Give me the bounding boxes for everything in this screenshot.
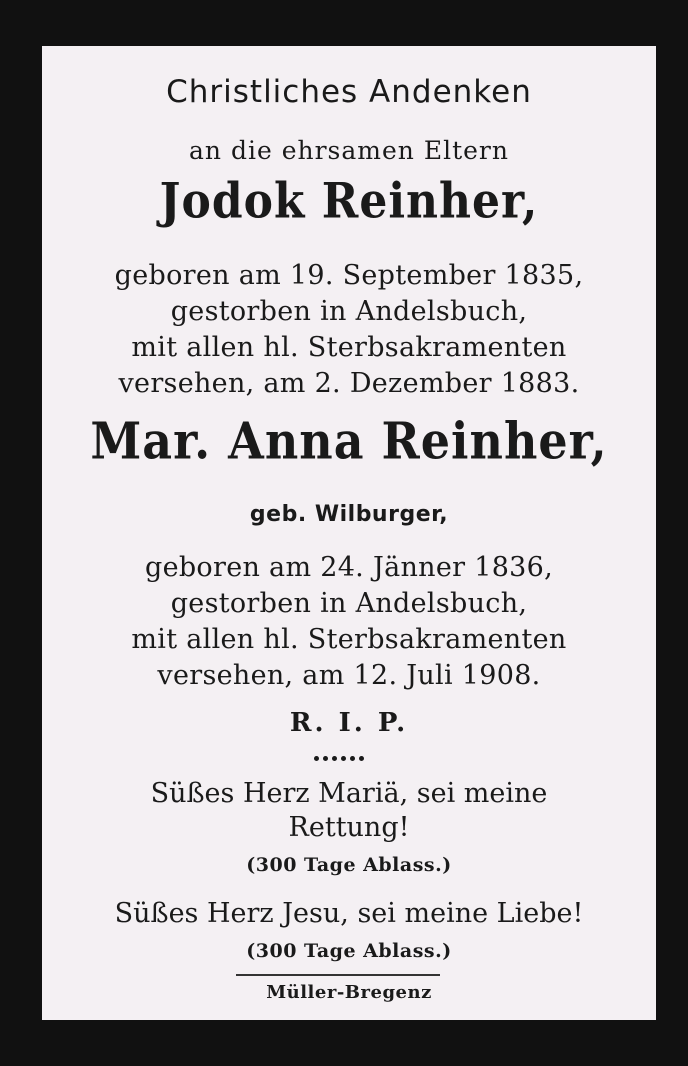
person2-provided: versehen, am 12. Juli 1908. (157, 660, 541, 691)
dotted-divider (314, 756, 364, 762)
prayer1-line2: Rettung! (288, 812, 410, 843)
indulgence1: (300 Tage Ablass.) (246, 854, 452, 876)
parents-line: an die ehrsamen Eltern (189, 136, 509, 165)
memorial-card (42, 46, 656, 1020)
person2-sacraments: mit allen hl. Sterbsakramenten (131, 624, 567, 655)
person1-provided: versehen, am 2. Dezember 1883. (118, 368, 580, 399)
person2-maiden-name: geb. Wilburger, (249, 502, 449, 527)
printer-rule (236, 974, 440, 976)
printer-name: Müller-Bregenz (266, 982, 432, 1003)
prayer1-line1: Süßes Herz Mariä, sei meine (150, 778, 548, 809)
person1-sacraments: mit allen hl. Sterbsakramenten (131, 332, 567, 363)
person1-died-place: gestorben in Andelsbuch, (170, 296, 528, 327)
indulgence2: (300 Tage Ablass.) (246, 940, 452, 962)
person1-name: Jodok Reinher, (159, 173, 539, 230)
person2-born: geboren am 24. Jänner 1836, (144, 552, 554, 583)
card-title: Christliches Andenken (166, 74, 532, 110)
person2-died-place: gestorben in Andelsbuch, (170, 588, 528, 619)
prayer2: Süßes Herz Jesu, sei meine Liebe! (114, 898, 584, 929)
person2-name: Mar. Anna Reinher, (90, 411, 608, 471)
rip-text: R. I. P. (289, 708, 409, 738)
person1-born: geboren am 19. September 1835, (114, 260, 584, 291)
